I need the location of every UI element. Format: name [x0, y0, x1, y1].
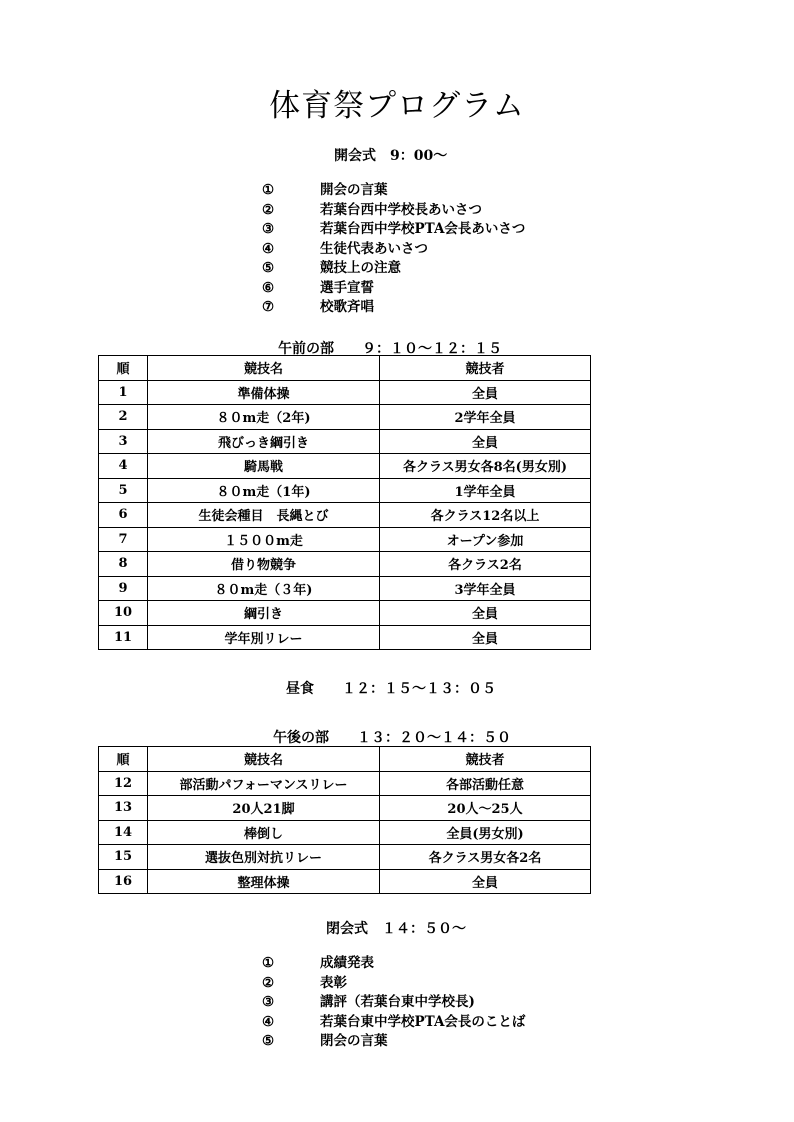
cell-event: 生徒会種目 長縄とび: [148, 503, 380, 528]
list-item-number: ①: [262, 182, 275, 198]
closing-list: [262, 954, 525, 1052]
table-header-row: [99, 747, 591, 772]
list-item-text: 競技上の注意: [320, 260, 401, 276]
cell-event: 学年別リレー: [148, 625, 380, 650]
list-item-number: ④: [262, 1013, 275, 1030]
list-item: [262, 201, 525, 221]
page-title: 体育祭プログラム: [269, 88, 525, 124]
cell-participants: 各クラス12名以上: [380, 503, 591, 528]
table-row: [99, 845, 591, 870]
cell-order: 11: [99, 625, 148, 650]
header-event: 競技名: [148, 356, 380, 381]
header-participants: 競技者: [380, 356, 591, 381]
table-row: [99, 601, 591, 626]
cell-participants: 全員: [380, 429, 591, 454]
closing-heading: 閉会式 １４：５０～: [326, 921, 466, 937]
cell-event: 準備体操: [148, 380, 380, 405]
list-item-text: 閉会の言葉: [320, 1033, 388, 1049]
list-item-text: 成績発表: [320, 955, 374, 971]
list-item-text: 生徒代表あいさつ: [320, 240, 428, 257]
list-item: [262, 220, 525, 240]
cell-event: 部活動パフォーマンスリレー: [148, 771, 380, 796]
cell-event: 借り物競争: [148, 552, 380, 577]
table-row: [99, 771, 591, 796]
list-item: [262, 259, 525, 279]
cell-event: 棒倒し: [148, 820, 380, 845]
table-row: [99, 405, 591, 430]
list-item-text: 若葉台東中学校PTA会長のことば: [320, 1013, 526, 1030]
list-item-text: 選手宣誓: [320, 279, 374, 296]
cell-participants: オープン参加: [380, 527, 591, 552]
list-item: [262, 993, 525, 1013]
cell-participants: 全員: [380, 380, 591, 405]
cell-event: 選抜色別対抗リレー: [148, 845, 380, 870]
cell-order: 1: [99, 380, 148, 405]
list-item-number: ③: [262, 994, 275, 1010]
cell-order: 12: [99, 771, 148, 796]
cell-event: ８０m走（2年): [148, 405, 380, 430]
list-item-number: ⑥: [262, 279, 275, 296]
cell-participants: 3学年全員: [380, 576, 591, 601]
lunch-heading: 昼食 １２：１５～１３：０５: [286, 681, 496, 697]
cell-participants: 各クラス2名: [380, 552, 591, 577]
cell-order: 4: [99, 454, 148, 479]
table-row: [99, 380, 591, 405]
cell-participants: 全員: [380, 869, 591, 894]
table-row: [99, 478, 591, 503]
cell-participants: 全員(男女別): [380, 820, 591, 845]
cell-participants: 全員: [380, 601, 591, 626]
list-item-number: ⑤: [262, 1033, 275, 1049]
table-row: [99, 625, 591, 650]
table-row: [99, 454, 591, 479]
list-item: [262, 279, 525, 299]
cell-order: 8: [99, 552, 148, 577]
cell-participants: 各部活動任意: [380, 771, 591, 796]
cell-event: ８０m走（３年): [148, 576, 380, 601]
cell-event: 整理体操: [148, 869, 380, 894]
table-row: [99, 796, 591, 821]
cell-event: １５００m走: [148, 527, 380, 552]
cell-participants: 各クラス男女各8名(男女別): [380, 454, 591, 479]
afternoon-program-table: [98, 746, 591, 894]
list-item-text: 講評（若葉台東中学校長): [320, 994, 475, 1010]
table-row: [99, 869, 591, 894]
list-item-number: ②: [262, 201, 275, 218]
table-row: [99, 552, 591, 577]
afternoon-heading: 午後の部 １３：２０～１４：５０: [273, 730, 511, 746]
list-item-text: 若葉台西中学校長あいさつ: [320, 201, 482, 218]
header-order: 順: [99, 356, 148, 381]
opening-heading: 開会式 9：00～: [334, 148, 448, 164]
list-item-number: ⑦: [262, 299, 275, 315]
cell-event: 20人21脚: [148, 796, 380, 821]
list-item-text: 校歌斉唱: [320, 299, 374, 315]
list-item-number: ②: [262, 974, 275, 991]
list-item-number: ①: [262, 955, 275, 971]
header-event: 競技名: [148, 747, 380, 772]
cell-participants: 2学年全員: [380, 405, 591, 430]
cell-participants: 1学年全員: [380, 478, 591, 503]
morning-heading: 午前の部 ９：１０～１２：１５: [278, 341, 502, 357]
cell-event: ８０m走（1年): [148, 478, 380, 503]
list-item-text: 若葉台西中学校PTA会長あいさつ: [320, 221, 526, 237]
cell-order: 16: [99, 869, 148, 894]
table-row: [99, 527, 591, 552]
table-row: [99, 503, 591, 528]
table-row: [99, 429, 591, 454]
cell-event: 騎馬戦: [148, 454, 380, 479]
cell-event: 飛びっき綱引き: [148, 429, 380, 454]
list-item: [262, 974, 525, 994]
cell-order: 9: [99, 576, 148, 601]
cell-order: 3: [99, 429, 148, 454]
cell-order: 5: [99, 478, 148, 503]
list-item: [262, 1032, 525, 1052]
list-item: [262, 240, 525, 260]
cell-event: 綱引き: [148, 601, 380, 626]
cell-order: 2: [99, 405, 148, 430]
list-item: [262, 298, 525, 318]
cell-participants: 全員: [380, 625, 591, 650]
list-item: [262, 1013, 525, 1033]
opening-list: [262, 181, 525, 318]
list-item-text: 表彰: [320, 974, 347, 991]
list-item-number: ③: [262, 221, 275, 237]
cell-order: 10: [99, 601, 148, 626]
table-header-row: [99, 356, 591, 381]
list-item-number: ④: [262, 240, 275, 257]
cell-order: 14: [99, 820, 148, 845]
list-item-text: 開会の言葉: [320, 182, 388, 198]
cell-order: 15: [99, 845, 148, 870]
morning-program-table: [98, 355, 591, 650]
cell-order: 13: [99, 796, 148, 821]
header-order: 順: [99, 747, 148, 772]
cell-participants: 各クラス男女各2名: [380, 845, 591, 870]
cell-order: 7: [99, 527, 148, 552]
cell-participants: 20人～25人: [380, 796, 591, 821]
header-participants: 競技者: [380, 747, 591, 772]
table-row: [99, 576, 591, 601]
list-item-number: ⑤: [262, 260, 275, 276]
cell-order: 6: [99, 503, 148, 528]
table-row: [99, 820, 591, 845]
list-item: [262, 181, 525, 201]
list-item: [262, 954, 525, 974]
